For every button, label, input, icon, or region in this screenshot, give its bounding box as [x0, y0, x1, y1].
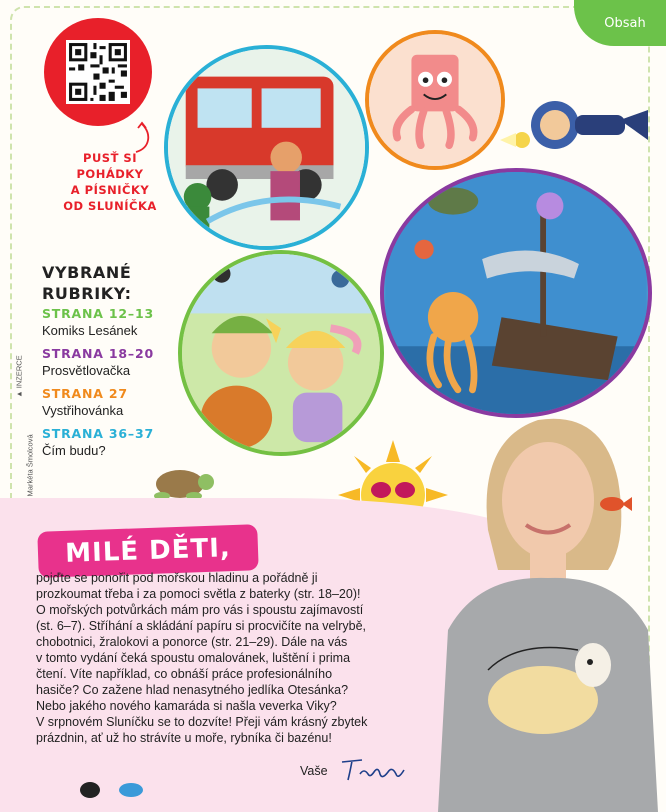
letter-greeting: MILÉ DĚTI,: [37, 524, 258, 578]
octopus-craft-illustration: [365, 30, 505, 170]
children-garden-illustration: [178, 250, 384, 456]
rubriky-heading: [42, 262, 172, 304]
qr-caption-line: PUSŤ SI: [83, 151, 137, 165]
editor-photo: [418, 400, 666, 812]
letter-line: chobotnici, žralokovi a ponorce (str. 21–29). Dále na vás: [36, 635, 348, 649]
rubrika-item[interactable]: [42, 426, 192, 458]
letter-body: [36, 570, 416, 746]
qr-code-icon[interactable]: [66, 40, 130, 104]
letter-line: pojďte se ponořit pod mořskou hladinu a pořádně ji: [36, 571, 318, 585]
rubrika-page: STRANA 18–20: [42, 346, 154, 361]
letter-line: O mořských potvůrkách mám pro vás i spoustu zajímavostí: [36, 603, 364, 617]
letter-line: Nebo jakého nového kamaráda si našla veverka Viky?: [36, 699, 337, 713]
qr-circle[interactable]: [44, 18, 152, 126]
letter-line: (st. 6–7). Stříhání a skládání papíru si procvičíte na velrybě,: [36, 619, 367, 633]
rubriky-heading-line: RUBRIKY:: [42, 284, 132, 303]
rubrika-page: STRANA 27: [42, 386, 128, 401]
children-drawing: [182, 254, 380, 452]
rubrika-name: Komiks Lesánek: [42, 323, 138, 338]
underwater-illustration: [380, 168, 652, 418]
signature: [338, 752, 408, 786]
diver-illustration: [500, 85, 650, 175]
rubrika-item[interactable]: [42, 306, 192, 338]
letter-line: v tomto vydání čeká spoustu omalovánek, luštění i prima: [36, 651, 351, 665]
letter-line: prázdnin, ať už ho strávíte u moře, rybníka či bazénu!: [36, 731, 332, 745]
fire-truck-drawing: [168, 49, 365, 246]
rubrika-item[interactable]: [42, 346, 192, 378]
rubrika-name: Prosvětlovačka: [42, 363, 131, 378]
qr-caption-line: A PÍSNIČKY: [70, 183, 150, 197]
sea-scene-drawing: [384, 172, 648, 414]
qr-caption-line: OD SLUNÍČKA: [63, 199, 157, 213]
letter-line: prozkoumat třeba i za pomoci světla z baterky (str. 18–20)!: [36, 587, 361, 601]
tab-obsah-label: Obsah: [604, 15, 646, 31]
letter-line: V srpnovém Sluníčku se to dozvíte! Přeji vám krásný zbytek: [36, 715, 368, 729]
sign-prefix: Vaše: [300, 764, 328, 778]
fish-illustration: [596, 494, 632, 514]
rubrika-item[interactable]: [42, 386, 192, 418]
rubrika-page: STRANA 36–37: [42, 426, 154, 441]
qr-caption: [40, 150, 180, 214]
rubrika-name: Čím budu?: [42, 443, 106, 458]
firefighter-illustration: [164, 45, 369, 250]
octopus-drawing: [369, 34, 501, 166]
rubrika-page: STRANA 12–13: [42, 306, 154, 321]
rubriky-heading-line: VYBRANÉ: [42, 263, 132, 282]
rubrika-name: Vystřihovánka: [42, 403, 124, 418]
bottom-fish-illustration: [76, 776, 156, 804]
letter-line: čtení. Víte například, co obnáší práce profesionálního: [36, 667, 333, 681]
letter-line: hasiče? Co zažene hlad nenasytného jedlíka Otesánka?: [36, 683, 349, 697]
qr-caption-line: POHÁDKY: [76, 167, 144, 181]
inzerce-label: ▲ INZERCE: [14, 355, 24, 398]
